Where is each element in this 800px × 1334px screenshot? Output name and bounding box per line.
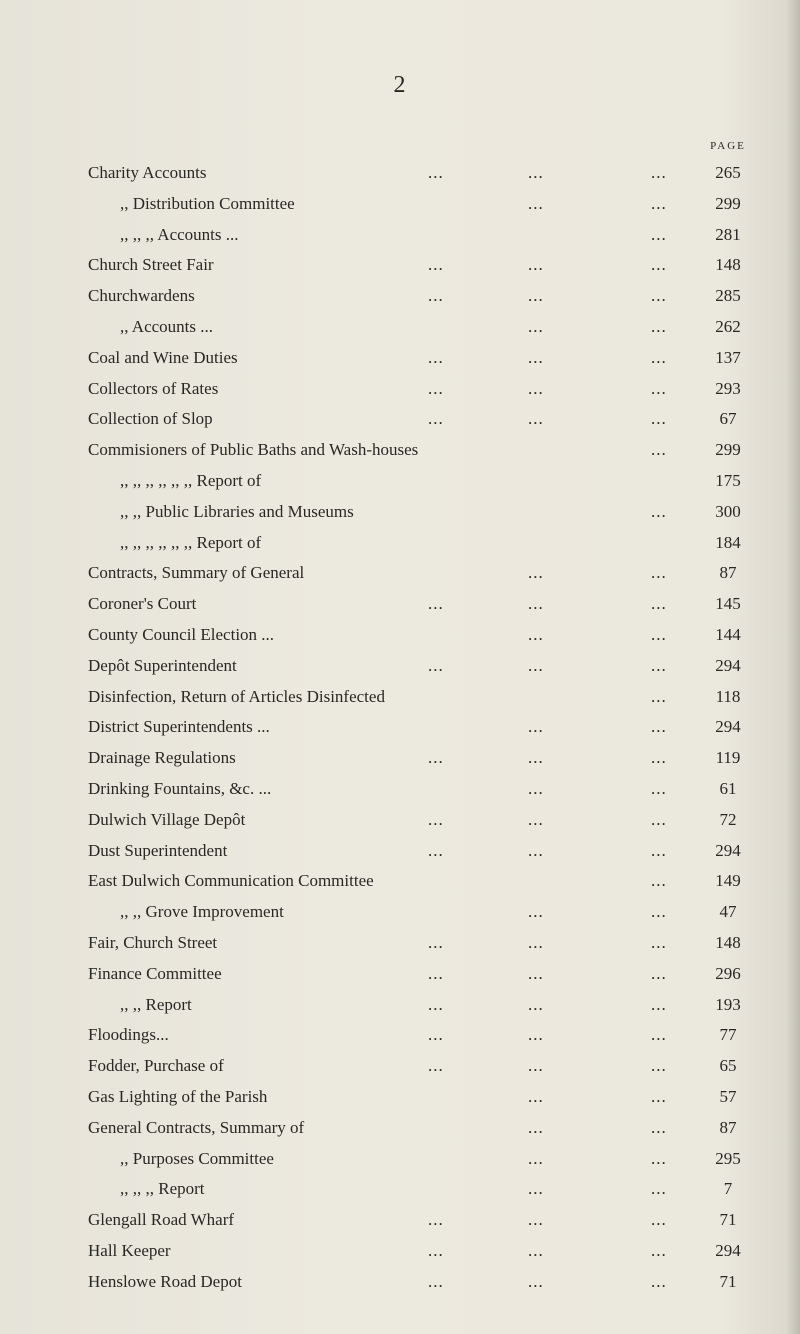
leader-dots: ... — [651, 255, 667, 275]
index-entry-page: 118 — [715, 686, 741, 706]
index-entry — [88, 712, 768, 743]
index-entry-label: Drinking Fountains, &c. ... — [88, 778, 272, 798]
index-entry-label: Churchwardens — [88, 286, 195, 306]
leader-dots: ... — [528, 1210, 544, 1230]
index-entry-label: Finance Committee — [88, 963, 222, 983]
index-entry — [88, 1267, 768, 1298]
index-entry-label: Coal and Wine Duties — [88, 347, 238, 367]
index-entry-label: Dust Superintendent — [88, 840, 228, 860]
index-entry-page: 87 — [719, 563, 737, 583]
index-entry — [88, 189, 768, 220]
index-entry-page: 293 — [715, 378, 741, 398]
index-entry — [88, 774, 768, 805]
leader-dots: ... — [651, 1271, 667, 1291]
leader-dots: ... — [651, 286, 667, 306]
index-entry-label: Charity Accounts — [88, 163, 207, 182]
index-entry — [88, 959, 768, 990]
index-entry — [88, 990, 768, 1021]
index-entry-page: 71 — [719, 1210, 737, 1230]
index-entry-label: Collectors of Rates — [88, 378, 219, 398]
index-entry — [88, 1236, 768, 1267]
leader-dots: ... — [528, 378, 544, 398]
index-entry-page: 299 — [715, 193, 741, 213]
leader-dots: ... — [428, 163, 444, 182]
leader-dots: ... — [528, 563, 544, 583]
index-entry-page: 294 — [715, 1240, 741, 1260]
index-entry-label: ,, ,, ,, ,, ,, ,, Report of — [120, 532, 262, 552]
index-entry — [88, 1113, 768, 1144]
index-entry-page: 119 — [715, 748, 741, 768]
leader-dots: ... — [528, 963, 544, 983]
index-entry-page: 299 — [715, 440, 741, 460]
index-entry-page: 148 — [715, 932, 741, 952]
leader-dots: ... — [528, 1240, 544, 1260]
index-entry — [88, 528, 768, 559]
index-entry-label: Disinfection, Return of Articles Disinfected — [88, 686, 385, 706]
leader-dots: ... — [651, 932, 667, 952]
index-entry-page: 294 — [715, 840, 741, 860]
leader-dots: ... — [528, 347, 544, 367]
leader-dots: ... — [651, 409, 667, 429]
index-entry-label: ,, ,, Report — [120, 994, 192, 1014]
index-entry-page: 294 — [715, 655, 741, 675]
leader-dots: ... — [428, 1210, 444, 1230]
index-entry-page: 295 — [715, 1148, 741, 1168]
leader-dots: ... — [651, 624, 667, 644]
leader-dots: ... — [651, 717, 667, 737]
leader-dots: ... — [428, 809, 444, 829]
leader-dots: ... — [651, 686, 667, 706]
index-entry-list — [88, 158, 768, 1297]
leader-dots: ... — [528, 840, 544, 860]
leader-dots: ... — [528, 1179, 544, 1199]
index-entry-page: 149 — [715, 871, 741, 891]
index-entry-label: Church Street Fair — [88, 255, 214, 275]
index-entry — [88, 1205, 768, 1236]
index-entry — [88, 1051, 768, 1082]
leader-dots: ... — [651, 163, 667, 182]
leader-dots: ... — [528, 1148, 544, 1168]
leader-dots: ... — [528, 1086, 544, 1106]
index-entry-page: 281 — [715, 224, 741, 244]
index-entry-label: Fodder, Purchase of — [88, 1056, 224, 1076]
index-entry — [88, 743, 768, 774]
index-entry-page: 7 — [723, 1179, 733, 1199]
index-entry-label: Fair, Church Street — [88, 932, 218, 952]
leader-dots: ... — [651, 902, 667, 922]
index-entry-label: Coroner's Court — [88, 594, 197, 614]
leader-dots: ... — [651, 224, 667, 244]
index-entry — [88, 497, 768, 528]
index-entry — [88, 404, 768, 435]
index-entry-label: Contracts, Summary of General — [88, 563, 305, 583]
index-entry-label: East Dulwich Communication Committee — [88, 871, 374, 891]
leader-dots: ... — [528, 655, 544, 675]
leader-dots: ... — [528, 994, 544, 1014]
index-entry — [88, 281, 768, 312]
index-entry-label: Henslowe Road Depot — [88, 1271, 242, 1291]
index-entry-label: ,, ,, ,, Accounts ... — [120, 224, 239, 244]
index-entry-page: 72 — [719, 809, 737, 829]
leader-dots: ... — [528, 902, 544, 922]
leader-dots: ... — [651, 594, 667, 614]
index-entry-label: District Superintendents ... — [88, 717, 270, 737]
leader-dots: ... — [651, 563, 667, 583]
leader-dots: ... — [528, 316, 544, 336]
leader-dots: ... — [528, 1025, 544, 1045]
leader-dots: ... — [428, 748, 444, 768]
index-entry-label: ,, Accounts ... — [120, 316, 214, 336]
leader-dots: ... — [528, 286, 544, 306]
index-entry — [88, 589, 768, 620]
index-entry — [88, 866, 768, 897]
leader-dots: ... — [428, 1056, 444, 1076]
leader-dots: ... — [428, 963, 444, 983]
index-entry-page: 184 — [715, 532, 741, 552]
index-entry-page: 57 — [719, 1086, 737, 1106]
index-entry-label: Floodings... — [88, 1025, 169, 1045]
leader-dots: ... — [528, 409, 544, 429]
leader-dots: ... — [651, 1117, 667, 1137]
index-entry-label: ,, ,, ,, ,, ,, ,, Report of — [120, 470, 262, 490]
leader-dots: ... — [528, 717, 544, 737]
index-entry-label: ,, Distribution Committee — [120, 193, 295, 213]
leader-dots: ... — [528, 1056, 544, 1076]
index-entry — [88, 682, 768, 713]
index-entry — [88, 620, 768, 651]
index-entry-page: 87 — [719, 1117, 737, 1137]
index-entry — [88, 1174, 768, 1205]
leader-dots: ... — [528, 809, 544, 829]
index-entry-page: 77 — [719, 1025, 737, 1045]
index-entry — [88, 928, 768, 959]
leader-dots: ... — [651, 1056, 667, 1076]
index-entry-label: Collection of Slop — [88, 409, 213, 429]
leader-dots: ... — [651, 1210, 667, 1230]
index-entry — [88, 374, 768, 405]
index-entry-label: Depôt Superintendent — [88, 655, 237, 675]
index-entry-page: 145 — [715, 594, 741, 614]
leader-dots: ... — [428, 1240, 444, 1260]
index-entry-page: 65 — [719, 1056, 737, 1076]
index-entry-label: General Contracts, Summary of — [88, 1117, 305, 1137]
index-entry — [88, 158, 768, 189]
index-entry-page: 137 — [715, 347, 741, 367]
leader-dots: ... — [528, 1117, 544, 1137]
leader-dots: ... — [428, 840, 444, 860]
index-entry-page: 47 — [719, 902, 737, 922]
leader-dots: ... — [651, 778, 667, 798]
index-entry-label: ,, ,, ,, Report — [120, 1179, 205, 1199]
leader-dots: ... — [651, 1148, 667, 1168]
page-number: 2 — [393, 72, 407, 98]
index-entry-label: ,, ,, Grove Improvement — [120, 902, 284, 922]
index-entry — [88, 651, 768, 682]
index-entry — [88, 805, 768, 836]
leader-dots: ... — [651, 840, 667, 860]
leader-dots: ... — [651, 347, 667, 367]
leader-dots: ... — [651, 378, 667, 398]
leader-dots: ... — [528, 932, 544, 952]
index-entry — [88, 836, 768, 867]
index-entry — [88, 466, 768, 497]
leader-dots: ... — [651, 963, 667, 983]
leader-dots: ... — [651, 809, 667, 829]
leader-dots: ... — [651, 748, 667, 768]
index-entry-page: 67 — [719, 409, 737, 429]
index-entry-page: 144 — [715, 624, 741, 644]
index-entry — [88, 1144, 768, 1175]
leader-dots: ... — [428, 655, 444, 675]
leader-dots: ... — [528, 1271, 544, 1291]
leader-dots: ... — [651, 1025, 667, 1045]
index-entry-label: Hall Keeper — [88, 1240, 171, 1260]
leader-dots: ... — [651, 501, 667, 521]
index-entry-label: ,, Purposes Committee — [120, 1148, 274, 1168]
index-entry-page: 285 — [715, 286, 741, 306]
leader-dots: ... — [428, 932, 444, 952]
index-entry-page: 296 — [715, 963, 741, 983]
index-entry-label: Commisioners of Public Baths and Wash-houses — [88, 440, 419, 460]
index-entry — [88, 435, 768, 466]
index-entry-page: 262 — [715, 316, 741, 336]
index-entry-label: Gas Lighting of the Parish — [88, 1086, 268, 1106]
leader-dots: ... — [528, 778, 544, 798]
index-entry-page: 294 — [715, 717, 741, 737]
index-entry — [88, 1082, 768, 1113]
index-entry — [88, 312, 768, 343]
page-column-header: PAGE — [710, 140, 746, 152]
leader-dots: ... — [428, 994, 444, 1014]
page-edge-shadow — [786, 0, 800, 1334]
index-entry-page: 61 — [719, 778, 737, 798]
index-entry-page: 265 — [715, 163, 741, 182]
leader-dots: ... — [651, 994, 667, 1014]
leader-dots: ... — [651, 193, 667, 213]
leader-dots: ... — [528, 594, 544, 614]
index-entry-page: 71 — [719, 1271, 737, 1291]
index-entry-page: 193 — [715, 994, 741, 1014]
leader-dots: ... — [528, 163, 544, 182]
leader-dots: ... — [428, 594, 444, 614]
leader-dots: ... — [428, 378, 444, 398]
leader-dots: ... — [428, 409, 444, 429]
index-entry-label: ,, ,, Public Libraries and Museums — [120, 501, 354, 521]
leader-dots: ... — [528, 748, 544, 768]
leader-dots: ... — [651, 1086, 667, 1106]
leader-dots: ... — [651, 440, 667, 460]
index-entry-label: Glengall Road Wharf — [88, 1210, 235, 1230]
index-entry — [88, 897, 768, 928]
index-entry-label: County Council Election ... — [88, 624, 275, 644]
index-entry — [88, 343, 768, 374]
leader-dots: ... — [428, 1271, 444, 1291]
leader-dots: ... — [428, 347, 444, 367]
leader-dots: ... — [651, 655, 667, 675]
leader-dots: ... — [428, 286, 444, 306]
leader-dots: ... — [428, 1025, 444, 1045]
index-entry — [88, 220, 768, 251]
leader-dots: ... — [528, 624, 544, 644]
leader-dots: ... — [428, 255, 444, 275]
index-entry — [88, 250, 768, 281]
leader-dots: ... — [528, 255, 544, 275]
index-entry-label: Dulwich Village Depôt — [88, 809, 246, 829]
index-entry — [88, 1020, 768, 1051]
index-entry-page: 300 — [715, 501, 741, 521]
index-entry-page: 175 — [715, 470, 741, 490]
leader-dots: ... — [651, 1240, 667, 1260]
leader-dots: ... — [651, 1179, 667, 1199]
index-entry — [88, 558, 768, 589]
index-entry-page: 148 — [715, 255, 741, 275]
leader-dots: ... — [651, 871, 667, 891]
leader-dots: ... — [528, 193, 544, 213]
leader-dots: ... — [651, 316, 667, 336]
index-entry-label: Drainage Regulations — [88, 748, 236, 768]
